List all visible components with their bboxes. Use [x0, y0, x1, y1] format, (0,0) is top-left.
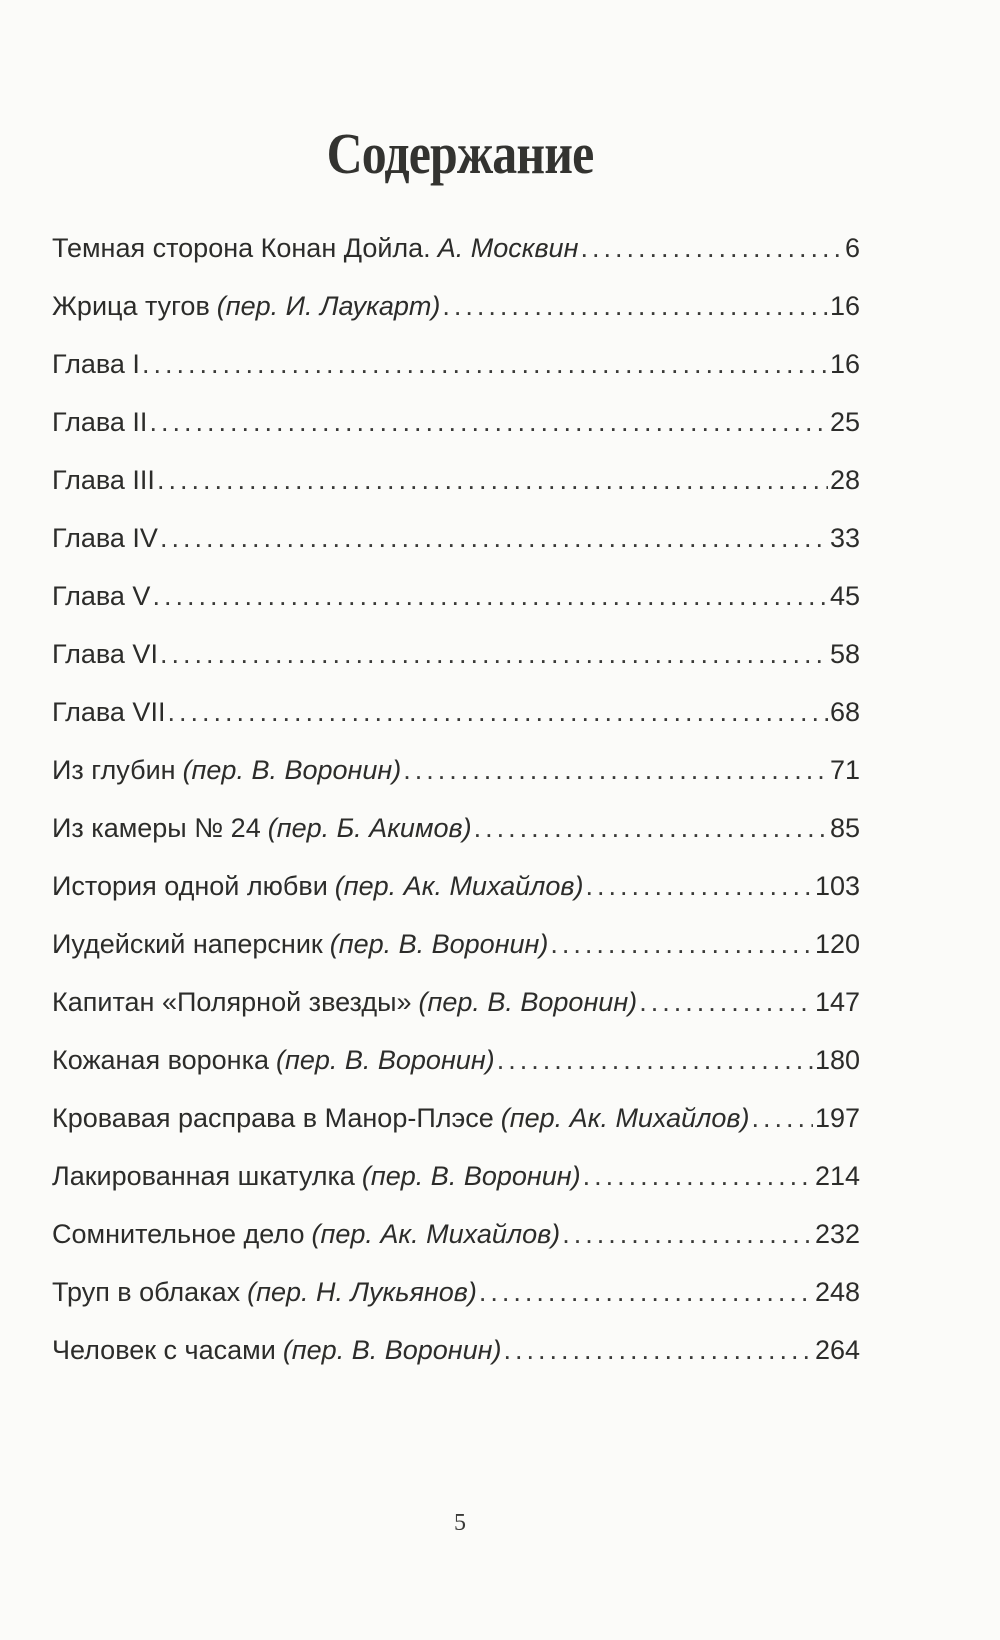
entry-page-number: 214 — [814, 1161, 860, 1191]
dot-leader — [167, 692, 828, 732]
dot-leader — [639, 982, 813, 1022]
entry-title: Иудейский наперсник — [52, 929, 323, 959]
dot-leader — [752, 1098, 813, 1138]
entry-page-number: 16 — [829, 291, 860, 321]
entry-translator: (пер. В. Воронин) — [418, 987, 638, 1017]
entry-translator: (пер. В. Воронин) — [361, 1161, 581, 1191]
entry-title: Из камеры № 24 — [52, 813, 261, 843]
entry-author: А. Москвин — [437, 233, 579, 263]
toc-entry — [52, 750, 860, 808]
dot-leader — [152, 576, 828, 616]
toc-entry — [52, 228, 860, 286]
toc-entry — [52, 634, 860, 692]
dot-leader — [442, 286, 828, 326]
entry-title: Человек с часами — [52, 1335, 276, 1365]
dot-leader — [474, 808, 828, 848]
entry-page-number: 16 — [829, 349, 860, 379]
entry-page-number: 85 — [829, 813, 860, 843]
page-number: 5 — [454, 1510, 466, 1536]
entry-page-number: 103 — [814, 871, 860, 901]
dot-leader — [160, 518, 828, 558]
entry-page-number: 248 — [814, 1277, 860, 1307]
entry-translator: (пер. В. Воронин) — [276, 1045, 495, 1075]
toc-entry — [52, 402, 860, 460]
entry-page-number: 147 — [814, 987, 860, 1017]
entry-page-number: 71 — [829, 755, 860, 785]
dot-leader — [562, 1214, 813, 1254]
toc-entry — [52, 460, 860, 518]
entry-title: Глава V — [52, 581, 151, 611]
table-of-contents — [52, 228, 860, 1388]
entry-title: Труп в облаках — [52, 1277, 241, 1307]
dot-leader — [479, 1272, 813, 1312]
entry-page-number: 33 — [829, 523, 860, 553]
entry-page-number: 68 — [829, 697, 860, 727]
toc-entry — [52, 1272, 860, 1330]
dot-leader — [497, 1040, 813, 1080]
entry-title: История одной любви — [52, 871, 328, 901]
toc-entry — [52, 1098, 860, 1156]
entry-translator: (пер. В. Воронин) — [182, 755, 402, 785]
entry-title: Капитан «Полярной звезды» — [52, 987, 412, 1017]
toc-entry — [52, 286, 860, 344]
entry-translator: (пер. Н. Лукьянов) — [247, 1277, 477, 1307]
toc-entry — [52, 982, 860, 1040]
entry-page-number: 120 — [814, 929, 860, 959]
entry-title: Жрица тугов — [52, 291, 210, 321]
toc-entry — [52, 1330, 860, 1388]
entry-title: Сомнительное дело — [52, 1219, 305, 1249]
dot-leader — [157, 460, 828, 500]
dot-leader — [160, 634, 828, 674]
entry-title: Глава VI — [52, 639, 158, 669]
entry-page-number: 180 — [814, 1045, 860, 1075]
page-title: Содержание — [326, 121, 594, 186]
entry-translator: (пер. Ак. Михайлов) — [334, 871, 584, 901]
toc-entry — [52, 576, 860, 634]
entry-translator: (пер. В. Воронин) — [329, 929, 549, 959]
entry-title: Глава VII — [52, 697, 166, 727]
entry-translator: (пер. И. Лаукарт) — [216, 291, 441, 321]
dot-leader — [504, 1330, 813, 1370]
entry-translator: (пер. В. Воронин) — [282, 1335, 502, 1365]
entry-page-number: 58 — [829, 639, 860, 669]
entry-title: Кровавая расправа в Манор-Плэсе — [52, 1103, 494, 1133]
entry-title: Кожаная воронка — [52, 1045, 269, 1075]
toc-entry — [52, 924, 860, 982]
toc-entry — [52, 1156, 860, 1214]
entry-page-number: 232 — [814, 1219, 860, 1249]
entry-page-number: 25 — [829, 407, 860, 437]
toc-entry — [52, 1214, 860, 1272]
toc-entry — [52, 518, 860, 576]
toc-entry — [52, 692, 860, 750]
entry-title: Глава II — [52, 407, 148, 437]
entry-title: Глава IV — [52, 523, 158, 553]
dot-leader — [550, 924, 813, 964]
toc-entry — [52, 344, 860, 402]
entry-title: Из глубин — [52, 755, 176, 785]
dot-leader — [149, 402, 828, 442]
dot-leader — [583, 1156, 813, 1196]
dot-leader — [142, 344, 828, 384]
entry-page-number: 45 — [829, 581, 860, 611]
toc-entry — [52, 866, 860, 924]
entry-page-number: 6 — [844, 233, 860, 263]
entry-title: Лакированная шкатулка — [52, 1161, 355, 1191]
entry-page-number: 264 — [814, 1335, 860, 1365]
entry-page-number: 197 — [814, 1103, 860, 1133]
dot-leader — [580, 228, 843, 268]
entry-page-number: 28 — [829, 465, 860, 495]
toc-entry — [52, 1040, 860, 1098]
entry-title: Темная сторона Конан Дойла. — [52, 233, 431, 263]
entry-title: Глава III — [52, 465, 155, 495]
entry-translator: (пер. Ак. Михайлов) — [500, 1103, 750, 1133]
dot-leader — [403, 750, 828, 790]
toc-entry — [52, 808, 860, 866]
entry-title: Глава I — [52, 349, 140, 379]
entry-translator: (пер. Ак. Михайлов) — [311, 1219, 561, 1249]
dot-leader — [586, 866, 813, 906]
entry-translator: (пер. Б. Акимов) — [267, 813, 472, 843]
